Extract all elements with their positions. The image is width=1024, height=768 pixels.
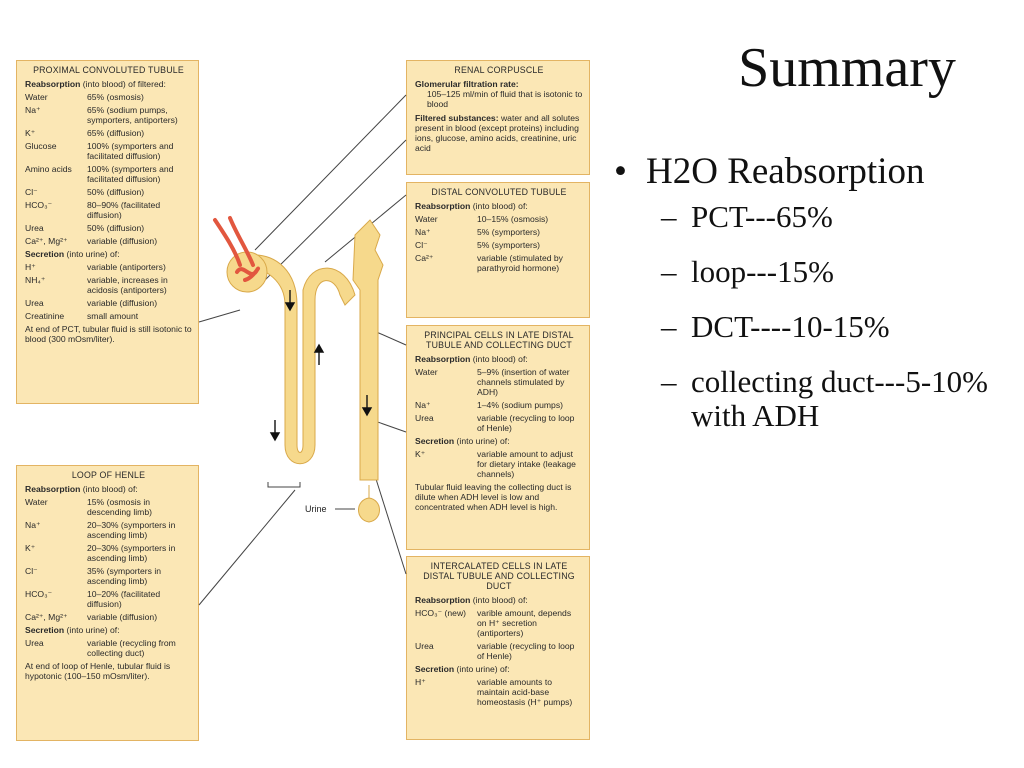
sub-bullet-item: [661, 200, 1014, 234]
table-row: Cl⁻ 35% (symporters in ascending limb): [25, 566, 162, 586]
table-row: Urea variable (recycling to loop of Henle): [415, 641, 575, 661]
table-row: Ca²⁺, Mg²⁺ variable (diffusion): [25, 612, 158, 622]
dct-reabsorption-heading: Reabsorption (into blood) of:: [415, 201, 528, 211]
dash-icon: –: [661, 199, 677, 234]
nephron-diagram: [195, 180, 410, 530]
table-row: Na⁺ 5% (symporters): [415, 227, 541, 237]
pcl-secretion-heading: Secretion (into urine) of:: [415, 436, 510, 446]
pct-note: At end of PCT, tubular fluid is still isotonic to blood (300 mOsm/liter).: [25, 324, 192, 344]
dash-icon: –: [661, 309, 677, 344]
table-row: HCO₃⁻ 10–20% (facilitated diffusion): [25, 589, 161, 609]
table-row: K⁺ variable amount to adjust for dietary intake (leakage channels): [415, 449, 576, 479]
icl-reabsorption-heading: Reabsorption (into blood) of:: [415, 595, 528, 605]
arrow-head-icon: [271, 433, 279, 440]
loh-note: At end of loop of Henle, tubular fluid is hypotonic (100–150 mOsm/liter).: [25, 661, 171, 681]
table-row: K⁺ 20–30% (symporters in ascending limb): [25, 543, 176, 563]
loh-secretion-heading: Secretion (into urine) of:: [25, 625, 120, 635]
rc-gfr: Glomerular filtration rate: 105–125 ml/min of fluid that is isotonic to blood: [415, 79, 583, 109]
pcl-reabsorption-heading: Reabsorption (into blood) of:: [415, 354, 528, 364]
loh-reabsorption-list: [25, 497, 192, 622]
principal-cells-panel: [406, 325, 590, 550]
bullet-text: H2O Reabsorption: [646, 151, 925, 192]
bullet-dot-icon: •: [614, 151, 627, 192]
rc-title: RENAL CORPUSCLE: [454, 65, 544, 75]
table-row: Na⁺ 20–30% (symporters in ascending limb): [25, 520, 176, 540]
table-row: Water 5–9% (insertion of water channels stimulated by ADH): [415, 367, 570, 397]
slide-title: Summary: [738, 37, 956, 99]
intercalated-cells-panel: [406, 556, 590, 740]
table-row: Creatinine small amount: [25, 311, 139, 321]
pct-title: PROXIMAL CONVOLUTED TUBULE: [33, 65, 184, 75]
table-row: Na⁺ 65% (sodium pumps, symporters, antiporters): [25, 105, 178, 125]
loh-title: LOOP OF HENLE: [71, 470, 146, 480]
sub-bullet-text: PCT---65%: [691, 199, 833, 234]
sub-bullet-item: [661, 255, 1014, 289]
table-row: HCO₃⁻ 80–90% (facilitated diffusion): [25, 200, 161, 220]
table-row: H⁺ variable amounts to maintain acid-base homeostasis (H⁺ pumps): [415, 677, 573, 707]
table-row: Cl⁻ 50% (diffusion): [25, 187, 145, 197]
table-row: K⁺ 65% (diffusion): [25, 128, 145, 138]
pct-panel: [16, 60, 199, 404]
table-row: Amino acids 100% (symporters and facilitated diffusion): [25, 164, 174, 184]
pct-secretion-heading: Secretion (into urine) of:: [25, 249, 120, 259]
sub-bullet-text: DCT----10-15%: [691, 309, 890, 344]
table-row: Urea variable (diffusion): [25, 298, 158, 308]
table-row: Ca²⁺, Mg²⁺ variable (diffusion): [25, 236, 158, 246]
sub-bullet-item: [661, 310, 1014, 344]
dct-panel: [406, 182, 590, 318]
urine-label: Urine: [305, 504, 327, 514]
pct-reabsorption-heading: Reabsorption (into blood) of filtered:: [25, 79, 166, 89]
pcl-note: Tubular fluid leaving the collecting duct is dilute when ADH level is low and concentrated when ADH level is high.: [415, 482, 572, 512]
icl-title: INTERCALATED CELLS IN LATE DISTAL TUBULE AND COLLECTING DUCT: [423, 561, 575, 591]
table-row: Water 15% (osmosis in descending limb): [25, 497, 152, 517]
table-row: Urea 50% (diffusion): [25, 223, 145, 233]
pct-secretion-list: [25, 262, 192, 321]
icl-secretion-heading: Secretion (into urine) of:: [415, 664, 510, 674]
table-row: Ca²⁺ variable (stimulated by parathyroid hormone): [415, 253, 563, 273]
table-row: NH₄⁺ variable, increases in acidosis (antiporters): [25, 275, 168, 295]
table-row: Urea variable (recycling from collecting duct): [25, 638, 176, 658]
rc-filtered: Filtered substances: water and all solutes present in blood (except proteins) including ions, glucose, amino acids, creatinine, uric acid: [415, 113, 580, 153]
loop-of-henle-panel: [16, 465, 199, 741]
bullet-list: [614, 150, 1014, 433]
bullet-item: [614, 150, 1014, 194]
table-row: Cl⁻ 5% (symporters): [415, 240, 541, 250]
sub-bullet-item: [661, 365, 1014, 433]
sub-bullet-text: loop---15%: [691, 254, 834, 289]
table-row: Glucose 100% (symporters and facilitated diffusion): [25, 141, 174, 161]
dash-icon: –: [661, 364, 677, 399]
dct-title: DISTAL CONVOLUTED TUBULE: [431, 187, 567, 197]
table-row: Na⁺ 1–4% (sodium pumps): [415, 400, 563, 410]
urine-drop: [359, 485, 380, 522]
arrow-head-icon: [315, 345, 323, 352]
dash-icon: –: [661, 254, 677, 289]
pcl-title: PRINCIPAL CELLS IN LATE DISTAL TUBULE AND COLLECTING DUCT: [424, 330, 574, 350]
pct-reabsorption-list: [25, 92, 192, 246]
tubule: [250, 255, 355, 464]
table-row: Water 65% (osmosis): [25, 92, 144, 102]
table-row: Water 10–15% (osmosis): [415, 214, 549, 224]
table-row: Urea variable (recycling to loop of Henle): [415, 413, 575, 433]
table-row: H⁺ variable (antiporters): [25, 262, 166, 272]
loh-reabsorption-heading: Reabsorption (into blood) of:: [25, 484, 138, 494]
sub-bullet-text: collecting duct---5-10% with ADH: [691, 364, 988, 433]
table-row: HCO₃⁻ (new) varible amount, depends on H⁺ secretion (antiporters): [415, 608, 572, 638]
renal-corpuscle-panel: [406, 60, 590, 175]
afferent-arteriole: [215, 220, 240, 265]
collecting-duct: [353, 220, 383, 480]
